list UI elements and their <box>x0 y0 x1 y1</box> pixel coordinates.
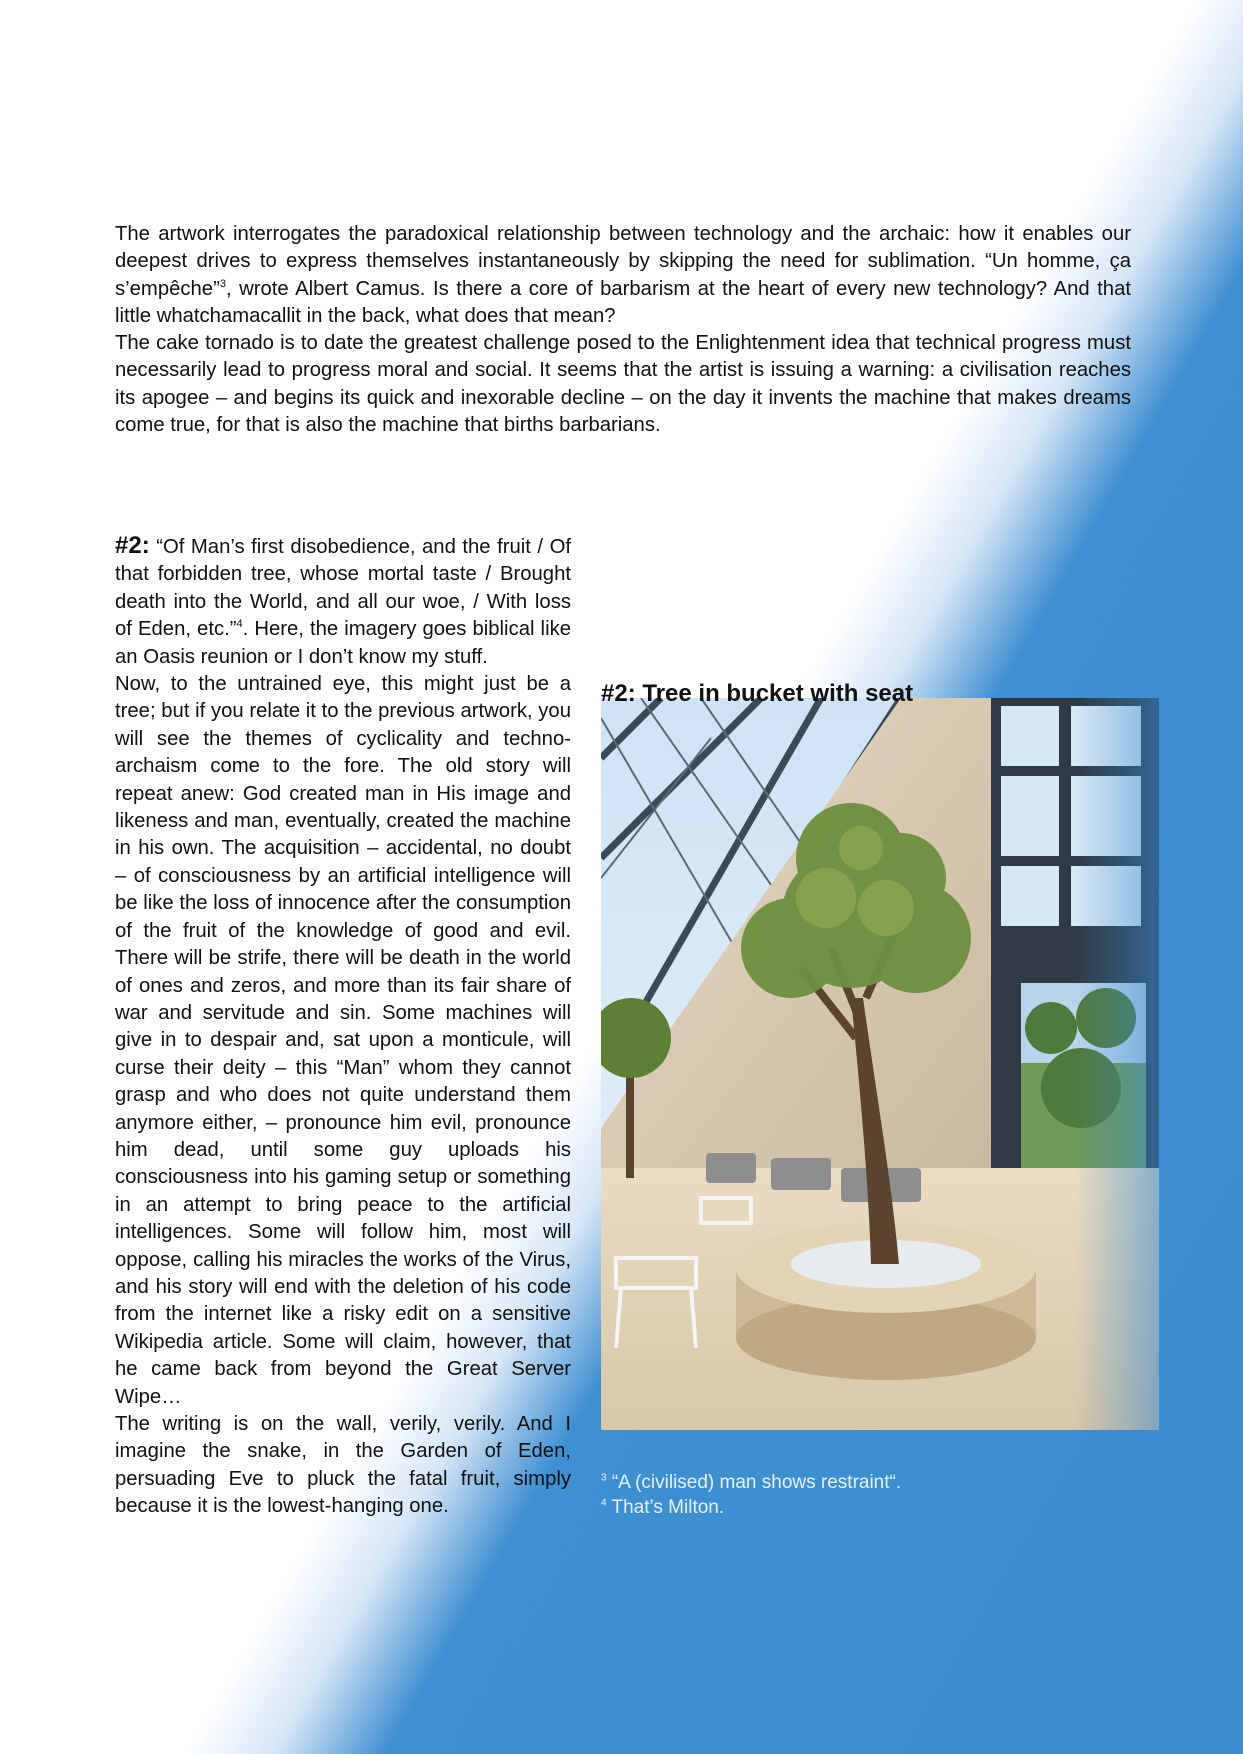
footnote-4-number: 4 <box>601 1497 607 1509</box>
intro-p1-text-a: The artwork interrogates the paradoxical relationship between technology and the archaic: how it enables our deepest drives to express themselves instantaneously by skipping the need for sublimation. “Un homme, ça s’empêche” <box>115 223 1131 300</box>
footnote-4-text: That’s Milton. <box>606 1497 725 1518</box>
artwork-photo-illustration <box>601 698 1159 1430</box>
section-2-p1-text-a: “Of Man’s first disobedience, and the fruit / Of that forbidden tree, whose mortal taste / Brought death into the World, and all our woe, / With loss of Eden, etc.” <box>115 536 571 641</box>
section-2-label: #2: <box>115 532 150 559</box>
intro-p1-text-b: , wrote Albert Camus. Is there a core of barbarism at the heart of every new technology? And that little whatchamacallit in the back, what does that mean? <box>115 277 1131 327</box>
intro-text <box>115 221 1131 439</box>
section-2-paragraph-3: The writing is on the wall, verily, verily. And I imagine the snake, in the Garden of Eden, persuading Eve to pluck the fatal fruit, simply because it is the lowest-hanging one. <box>115 1413 571 1518</box>
section-2-p1-text-b: . Here, the imagery goes biblical like an Oasis reunion or I don’t know my stuff. <box>115 618 571 668</box>
footnote-ref-4: 4 <box>236 618 243 631</box>
section-2-paragraph-1 <box>115 532 571 671</box>
section-2-text <box>115 532 571 1521</box>
photo-caption: #2: Tree in bucket with seat <box>601 680 914 707</box>
section-2-paragraph-2: Now, to the untrained eye, this might just be a tree; but if you relate it to the previous artwork, you will see the themes of cyclicality and techno-archaism come to the fore. The old story will repeat anew: God created man in His image and likeness and man, eventually, created the machine in his own. The acquisition – accidental, no doubt – of consciousness by an artificial intelligence will be like the loss of innocence after the consumption of the fruit of the knowledge of good and evil. There will be strife, there will be death in the world of ones and zeros, and more than its fair share of war and servitude and sin. Some machines will give in to despair and, sat upon a monticule, will curse their deity – this “Man” whom they cannot grasp and who does not quite understand them anymore either, – pronounce him evil, pronounce him dead, until some guy uploads his consciousness into his gaming setup or something in an attempt to bring peace to the artificial intelligences. Some will follow him, most will oppose, calling his miracles the works of the Virus, and his story will end with the deletion of his code from the internet like a risky edit on a sensitive Wikipedia article. Some will claim, however, that he came back from beyond the Great Server Wipe… <box>115 673 571 1408</box>
intro-paragraph-1 <box>115 221 1131 330</box>
footnote-3-number: 3 <box>601 1472 607 1484</box>
footnote-ref-3: 3 <box>219 277 226 290</box>
footnote-3 <box>601 1470 1121 1495</box>
artwork-photo <box>601 698 1159 1430</box>
intro-paragraph-2: The cake tornado is to date the greatest challenge posed to the Enlightenment idea that technical progress must necessarily lead to progress moral and social. It seems that the artist is issuing a warning: a civilisation reaches its apogee – and begins its quick and inexorable decline – on the day it invents the machine that makes dreams come true, for that is also the machine that births barbarians. <box>115 332 1131 437</box>
footnote-3-text: “A (civilised) man shows restraint“. <box>606 1472 902 1493</box>
footnotes <box>601 1470 1121 1520</box>
footnote-4 <box>601 1495 1121 1520</box>
